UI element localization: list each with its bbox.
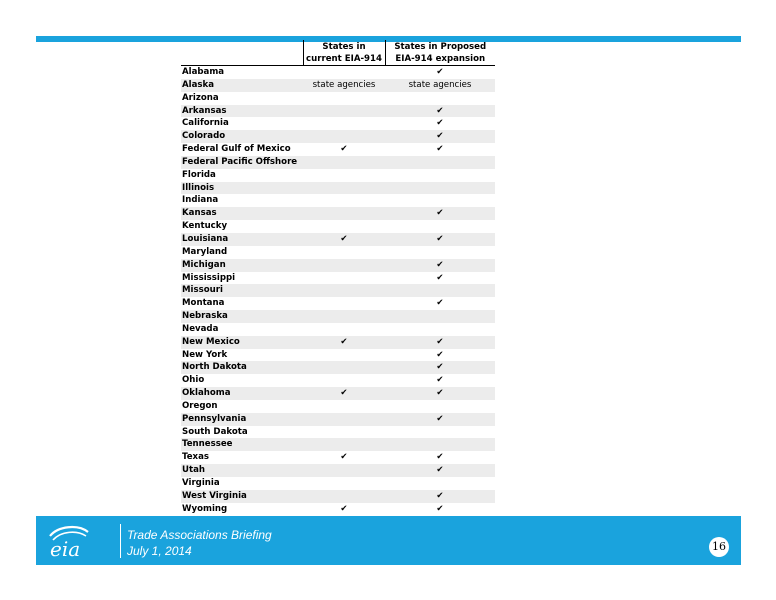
table-row <box>181 79 495 92</box>
state-name-cell: California <box>182 118 229 129</box>
state-name-cell: Alabama <box>182 67 225 77</box>
current-cell <box>303 169 385 182</box>
current-cell <box>303 130 385 143</box>
current-cell <box>303 246 385 259</box>
current-cell <box>303 66 385 79</box>
state-name-cell: New Mexico <box>181 336 303 349</box>
proposed-cell: ✔ <box>385 387 495 400</box>
table-row <box>181 477 495 490</box>
proposed-cell <box>385 92 495 105</box>
current-cell <box>303 438 385 451</box>
table-row <box>181 387 495 400</box>
proposed-cell: ✔ <box>385 130 495 143</box>
state-name-cell: Utah <box>181 464 303 477</box>
table-row <box>181 323 495 336</box>
current-cell: ✔ <box>303 233 385 246</box>
proposed-cell <box>385 284 495 297</box>
state-name-cell: Virginia <box>182 478 220 488</box>
current-cell: ✔ <box>340 452 348 463</box>
table-row <box>181 156 495 169</box>
state-name-cell: West Virginia <box>181 490 303 503</box>
state-name-cell: Michigan <box>181 259 303 272</box>
table-row <box>181 117 495 130</box>
state-name-cell: Oregon <box>182 400 218 411</box>
proposed-cell: ✔ <box>436 452 444 463</box>
proposed-cell: ✔ <box>436 67 444 77</box>
state-name-cell: Federal Pacific Offshore <box>181 156 303 169</box>
state-name-cell: Colorado <box>181 130 303 143</box>
state-name-cell: Missouri <box>181 284 303 297</box>
table-row <box>181 464 495 477</box>
state-name-cell: Tennessee <box>181 438 303 451</box>
table-row <box>181 246 495 259</box>
state-name-cell: North Dakota <box>181 361 303 374</box>
table-row <box>181 66 495 79</box>
proposed-cell: ✔ <box>436 349 444 360</box>
state-name-cell: Kansas <box>181 207 303 220</box>
table-row <box>181 92 495 105</box>
current-cell <box>303 207 385 220</box>
table-row <box>181 361 495 374</box>
table-row <box>181 413 495 426</box>
table-row <box>181 220 495 233</box>
header-state <box>181 40 303 66</box>
proposed-cell <box>385 194 495 207</box>
state-name-cell: Arizona <box>182 92 219 103</box>
current-cell <box>303 182 385 195</box>
state-name-cell: Montana <box>182 298 225 309</box>
proposed-cell: ✔ <box>436 118 444 129</box>
table-row <box>181 400 495 413</box>
table-row <box>181 426 495 439</box>
table-row <box>181 490 495 503</box>
state-name-cell: Arkansas <box>181 105 303 118</box>
state-name-cell: Kentucky <box>182 221 228 232</box>
state-name-cell: Mississippi <box>182 272 236 283</box>
proposed-cell <box>385 156 495 169</box>
proposed-cell <box>385 220 495 233</box>
footer-date: July 1, 2014 <box>127 544 192 558</box>
footer-bar <box>36 516 741 565</box>
current-cell <box>303 426 385 439</box>
current-cell: ✔ <box>303 387 385 400</box>
current-cell <box>303 490 385 503</box>
state-name-cell: Illinois <box>181 182 303 195</box>
proposed-cell <box>385 438 495 451</box>
current-cell <box>303 374 385 387</box>
current-cell <box>303 117 385 130</box>
header-current: States in current EIA-914 <box>303 40 385 66</box>
table-row <box>181 310 495 323</box>
current-cell: ✔ <box>340 144 348 155</box>
current-cell <box>303 361 385 374</box>
state-name-cell: Texas <box>182 452 210 463</box>
proposed-cell: ✔ <box>385 464 495 477</box>
proposed-cell <box>385 400 495 413</box>
proposed-cell: ✔ <box>436 272 444 283</box>
current-cell <box>303 400 385 413</box>
current-cell <box>303 413 385 426</box>
current-cell <box>303 297 385 310</box>
proposed-cell: ✔ <box>385 490 495 503</box>
state-name-cell: Pennsylvania <box>181 413 303 426</box>
table-row <box>181 143 495 156</box>
proposed-cell <box>385 182 495 195</box>
proposed-cell <box>385 169 495 182</box>
proposed-cell <box>385 246 495 259</box>
state-name-cell: Indiana <box>182 195 219 206</box>
current-cell <box>303 349 385 362</box>
table-row <box>181 451 495 464</box>
state-name-cell: Oklahoma <box>181 387 303 400</box>
eia-logo <box>44 522 100 560</box>
table-row <box>181 182 495 195</box>
table-row <box>181 349 495 362</box>
table-row <box>181 259 495 272</box>
proposed-cell: ✔ <box>436 144 444 155</box>
current-cell <box>303 464 385 477</box>
table-row <box>181 336 495 349</box>
table-header-row <box>181 40 495 66</box>
table-row <box>181 284 495 297</box>
table-row <box>181 233 495 246</box>
proposed-cell: state agencies <box>385 79 495 92</box>
current-cell <box>303 284 385 297</box>
footer-title: Trade Associations Briefing <box>127 528 272 542</box>
state-name-cell: Florida <box>182 169 216 180</box>
state-name-cell: Nebraska <box>181 310 303 323</box>
table-row <box>181 194 495 207</box>
table-row <box>181 503 495 516</box>
proposed-cell: ✔ <box>385 336 495 349</box>
current-cell <box>303 259 385 272</box>
current-cell <box>303 310 385 323</box>
current-cell: ✔ <box>303 336 385 349</box>
state-name-cell: Nevada <box>182 323 219 334</box>
current-cell: state agencies <box>303 79 385 92</box>
states-table <box>181 40 495 517</box>
current-cell <box>303 194 385 207</box>
proposed-cell: ✔ <box>385 105 495 118</box>
proposed-cell <box>385 477 495 490</box>
table-body <box>181 66 495 517</box>
proposed-cell: ✔ <box>385 233 495 246</box>
state-name-cell: Ohio <box>182 375 205 386</box>
table-row <box>181 169 495 182</box>
current-cell <box>303 92 385 105</box>
state-name-cell: South Dakota <box>182 426 248 437</box>
table-row <box>181 272 495 285</box>
current-cell <box>303 220 385 233</box>
proposed-cell <box>385 310 495 323</box>
table-row <box>181 130 495 143</box>
proposed-cell: ✔ <box>385 361 495 374</box>
table-row <box>181 297 495 310</box>
current-cell <box>303 272 385 285</box>
page-number: 16 <box>709 537 729 557</box>
proposed-cell: ✔ <box>385 503 495 516</box>
proposed-cell: ✔ <box>385 413 495 426</box>
svg-text:eia: eia <box>50 537 81 560</box>
state-name-cell: Alaska <box>181 79 303 92</box>
proposed-cell: ✔ <box>436 375 444 386</box>
current-cell <box>303 477 385 490</box>
current-cell: ✔ <box>303 503 385 516</box>
state-name-cell: New York <box>182 349 228 360</box>
proposed-cell: ✔ <box>436 298 444 309</box>
state-name-cell: Louisiana <box>181 233 303 246</box>
table-row <box>181 374 495 387</box>
table-row <box>181 438 495 451</box>
current-cell <box>303 105 385 118</box>
state-name-cell: Maryland <box>182 246 228 257</box>
state-name-cell: Wyoming <box>181 503 303 516</box>
proposed-cell: ✔ <box>385 207 495 220</box>
header-proposed: States in Proposed EIA-914 expansion <box>385 40 495 66</box>
proposed-cell <box>385 426 495 439</box>
footer-divider <box>120 524 121 558</box>
current-cell <box>303 156 385 169</box>
proposed-cell <box>385 323 495 336</box>
proposed-cell: ✔ <box>385 259 495 272</box>
state-name-cell: Federal Gulf of Mexico <box>182 144 291 155</box>
table-row <box>181 105 495 118</box>
current-cell <box>303 323 385 336</box>
table-row <box>181 207 495 220</box>
